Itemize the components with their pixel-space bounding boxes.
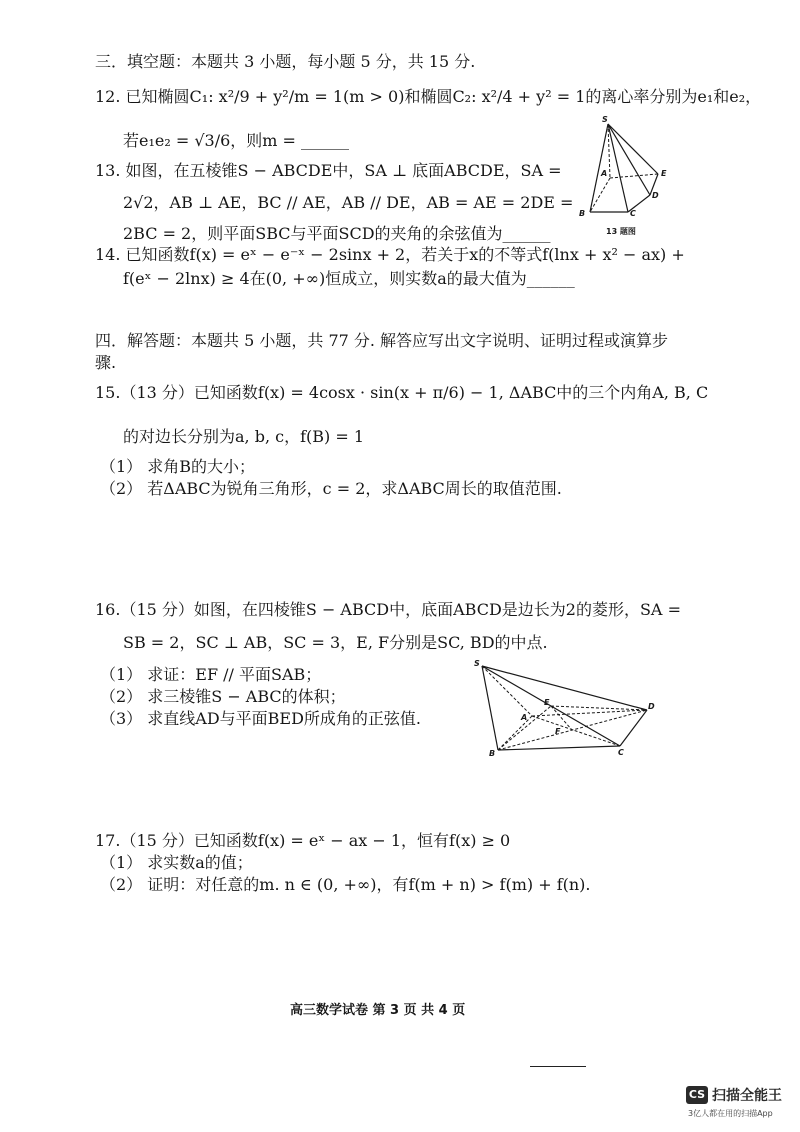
figure-16-pyramid	[470, 656, 670, 760]
fig13-label-e: E	[661, 169, 667, 178]
section3-heading: 三．填空题：本题共 3 小题，每小题 5 分，共 15 分.	[95, 52, 476, 71]
q16-part1: （1） 求证：EF // 平面SAB；	[100, 665, 322, 684]
scanner-app-name: 扫描全能王	[712, 1088, 782, 1104]
q16-part3: （3） 求直线AD与平面BED所成角的正弦值.	[100, 709, 422, 728]
fig16-label-s: S	[474, 659, 480, 668]
scanner-logo-icon: CS	[686, 1086, 708, 1104]
fig13-label-s: S	[602, 115, 608, 124]
q16-part2: （2） 求三棱锥S − ABC的体积；	[100, 687, 346, 706]
fig16-label-a: A	[521, 713, 528, 722]
q12-line1: 12. 已知椭圆C₁: x²/9 + y²/m = 1(m > 0)和椭圆C₂: x²/4 + y² = 1的离心率分别为e₁和e₂，	[95, 87, 762, 106]
q16-line1: 16.（15 分）如图，在四棱锥S − ABCD中，底面ABCD是边长为2的菱形，SA =	[95, 600, 681, 619]
q13-line3: 2BC = 2，则平面SBC与平面SCD的夹角的余弦值为______	[123, 224, 551, 243]
q15-part1: （1） 求角B的大小；	[100, 457, 256, 476]
figure-13-pyramid	[570, 112, 680, 238]
page-footer: 高三数学试卷 第 3 页 共 4 页	[290, 1003, 466, 1018]
fig16-label-e: E	[544, 698, 550, 707]
fig16-label-f: F	[555, 727, 561, 736]
q17-line1: 17.（15 分）已知函数f(x) = eˣ − ax − 1，恒有f(x) ≥ 0	[95, 831, 511, 850]
fig13-label-b: B	[579, 209, 586, 218]
fig13-label-a: A	[601, 169, 608, 178]
q12-line2: 若e₁e₂ = √3/6，则m = ______	[123, 131, 350, 150]
footer-rule	[530, 1066, 586, 1067]
section4-heading-line1: 四．解答题：本题共 5 小题，共 77 分. 解答应写出文字说明、证明过程或演算步	[95, 331, 669, 350]
q14-line2: f(eˣ − 2lnx) ≥ 4在(0, +∞)恒成立，则实数a的最大值为______	[123, 269, 575, 288]
q16-line2: SB = 2，SC ⊥ AB，SC = 3，E, F分别是SC, BD的中点.	[123, 633, 548, 652]
fig13-label-c: C	[630, 209, 636, 218]
fig16-label-b: B	[489, 749, 496, 758]
q15-part2: （2） 若ΔABC为锐角三角形，c = 2，求ΔABC周长的取值范围.	[100, 479, 562, 498]
section4-heading-line2: 骤.	[95, 353, 117, 372]
fig16-label-c: C	[618, 748, 624, 757]
q14-line1: 14. 已知函数f(x) = eˣ − e⁻ˣ − 2sinx + 2，若关于x的不等式f(lnx + x² − ax) +	[95, 245, 685, 264]
fig16-label-d: D	[648, 702, 655, 711]
q17-part1: （1） 求实数a的值；	[100, 853, 253, 872]
q15-line2: 的对边长分别为a, b, c，f(B) = 1	[123, 427, 365, 446]
fig13-label-d: D	[652, 191, 659, 200]
q17-part2: （2） 证明：对任意的m. n ∈ (0, +∞)，有f(m + n) > f(m) + f(n).	[100, 875, 591, 894]
q15-line1: 15.（13 分）已知函数f(x) = 4cosx · sin(x + π/6) − 1, ΔABC中的三个内角A, B, C	[95, 383, 709, 402]
q13-line2: 2√2，AB ⊥ AE，BC // AE，AB // DE，AB = AE = 2DE =	[123, 193, 574, 212]
fig13-caption: 13 题图	[606, 227, 636, 236]
q13-line1: 13. 如图，在五棱锥S − ABCDE中，SA ⊥ 底面ABCDE，SA =	[95, 161, 562, 180]
scanner-app-tagline: 3亿人都在用的扫描App	[688, 1109, 773, 1118]
